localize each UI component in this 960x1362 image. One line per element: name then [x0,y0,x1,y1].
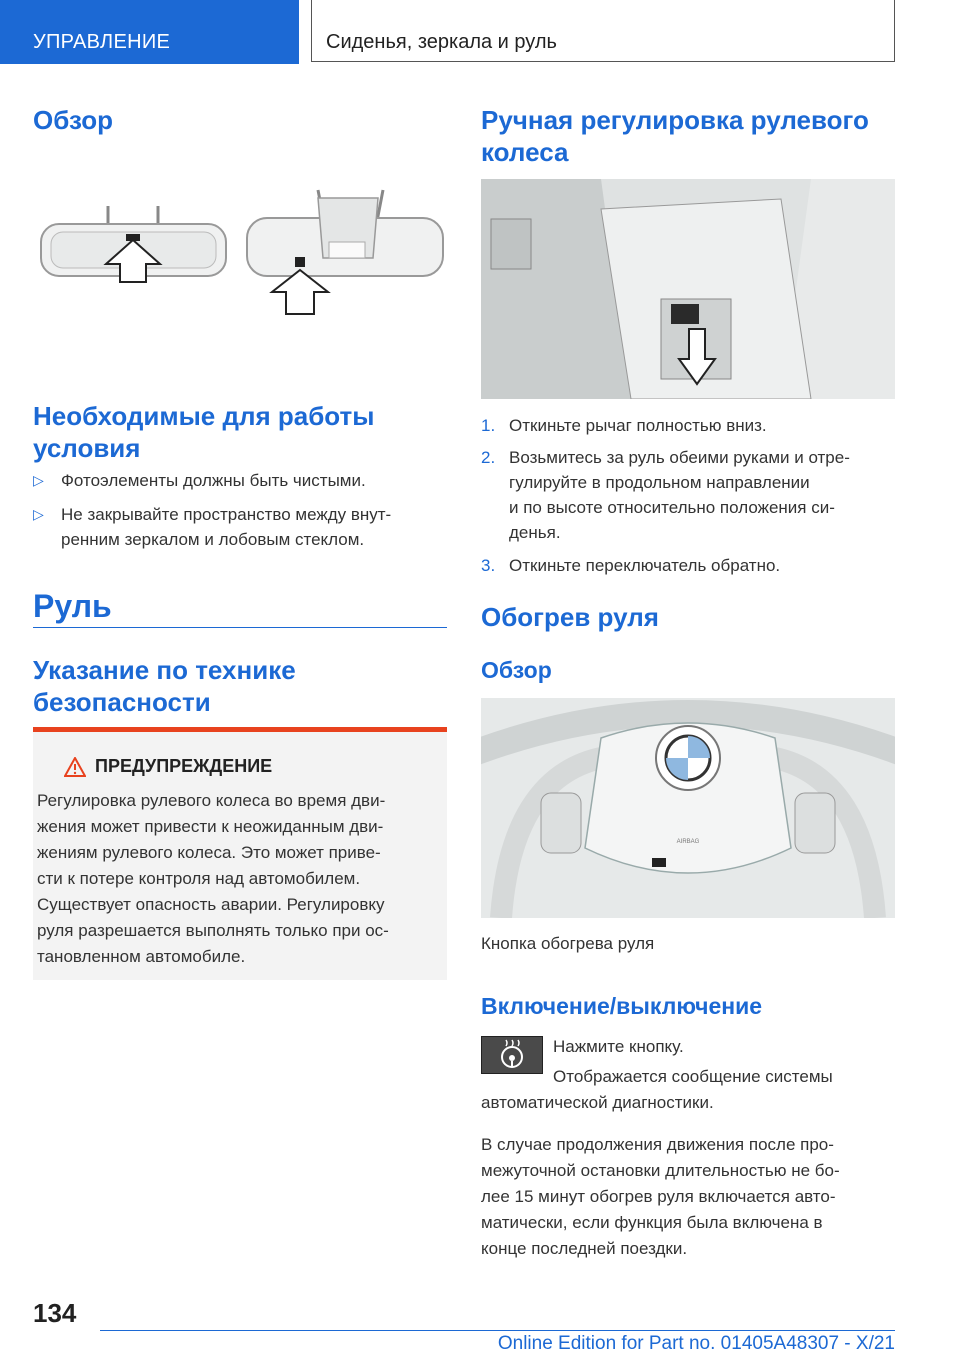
step-number: 3. [481,556,496,575]
warning-line: тановленном автомобиле. [37,947,246,966]
wheel-caption: Кнопка обогрева руля [481,934,655,953]
page-header [0,0,960,64]
footer-rule [100,1330,895,1331]
steering-wheel-drawing [481,698,895,918]
condition-text [61,502,391,552]
condition-text-line: Не закрывайте пространство между внут- [61,505,392,524]
safety-title-line1: Указание по технике [33,655,296,685]
conditions-title [33,400,374,464]
step-line: Возьмитесь за руль обеими руками и отре- [509,448,850,467]
steering-wheel-photo [481,698,895,918]
safety-title [33,654,296,718]
warning-text [37,788,443,970]
topic-tab: Сиденья, зеркала и руль [311,0,895,62]
step-line: денья. [509,523,561,542]
condition-text-line: ренним зеркалом и лобовым стеклом. [61,530,365,549]
auto-on-line: конце последней поездки. [481,1239,688,1258]
warning-line: сти к потере контроля над автомобилем. [37,869,361,888]
manual-adjust-title [481,104,869,168]
warning-line: руля разрешается выполнять только при ос- [37,921,389,940]
heating-overview-title: Обзор [481,657,552,683]
mirror-drawing [33,178,447,366]
heating-title: Обогрев руля [481,602,659,632]
step-line: и по высоте относительно положения си- [509,498,835,517]
conditions-title-line1: Необходимые для работы [33,401,375,431]
auto-on-line: межуточной остановки длительностью не бо- [481,1161,840,1180]
overview-title: Обзор [33,105,113,135]
press-text: Нажмите кнопку. [553,1037,684,1056]
message-text [481,1064,895,1116]
warning-line: Существует опасность аварии. Регулировку [37,895,385,914]
message-line: Отображается сообщение системы [553,1067,833,1086]
manual-title-line2: колеса [481,137,569,167]
step-line: гулируйте в продольном направлении [509,473,810,492]
onoff-title: Включение/выключение [481,993,763,1019]
airbag-label: AIRBAG [676,839,700,845]
auto-on-text [481,1132,895,1262]
triangle-bullet-icon: ▷ [33,506,44,522]
auto-on-line: В случае продолжения движения после про- [481,1135,834,1154]
edition-text: Online Edition for Part no. 01405A48307 - X/21 [497,1333,895,1354]
conditions-title-line2: условия [33,433,141,463]
page-number: 134 [33,1298,77,1328]
step-text: Откиньте рычаг полностью вниз. [509,416,767,435]
warning-line: Регулировка рулевого колеса во время дви- [37,791,386,810]
step-item [481,445,895,545]
warning-icon [64,757,86,777]
auto-on-line: лее 15 минут обогрев руля включается авто- [481,1187,836,1206]
step-number: 2. [481,448,496,467]
steering-title: Руль [33,588,112,624]
section-rule [33,627,447,628]
safety-title-line2: безопасности [33,687,211,717]
step-number: 1. [481,416,496,435]
condition-item [33,502,447,552]
message-line: автоматической диагностики. [481,1093,714,1112]
manual-title-line1: Ручная регулировка рулевого [481,105,869,135]
warning-box [33,727,447,980]
warning-line: жения может привести к неожиданным дви- [37,817,384,836]
section-tab: УПРАВЛЕНИЕ [0,0,299,64]
step-text [509,445,850,545]
steering-column-photo [481,179,895,399]
auto-on-line: матически, если функция была включена в [481,1213,823,1232]
warning-line: жениям рулевого колеса. Это может приве- [37,843,381,862]
triangle-bullet-icon: ▷ [33,472,44,488]
mirror-illustration [33,178,447,366]
condition-text: Фотоэлементы должны быть чистыми. [61,471,366,490]
step-text: Откиньте переключатель обратно. [509,556,781,575]
steering-column-drawing [481,179,895,399]
warning-label: ПРЕДУПРЕЖДЕНИЕ [95,756,273,776]
